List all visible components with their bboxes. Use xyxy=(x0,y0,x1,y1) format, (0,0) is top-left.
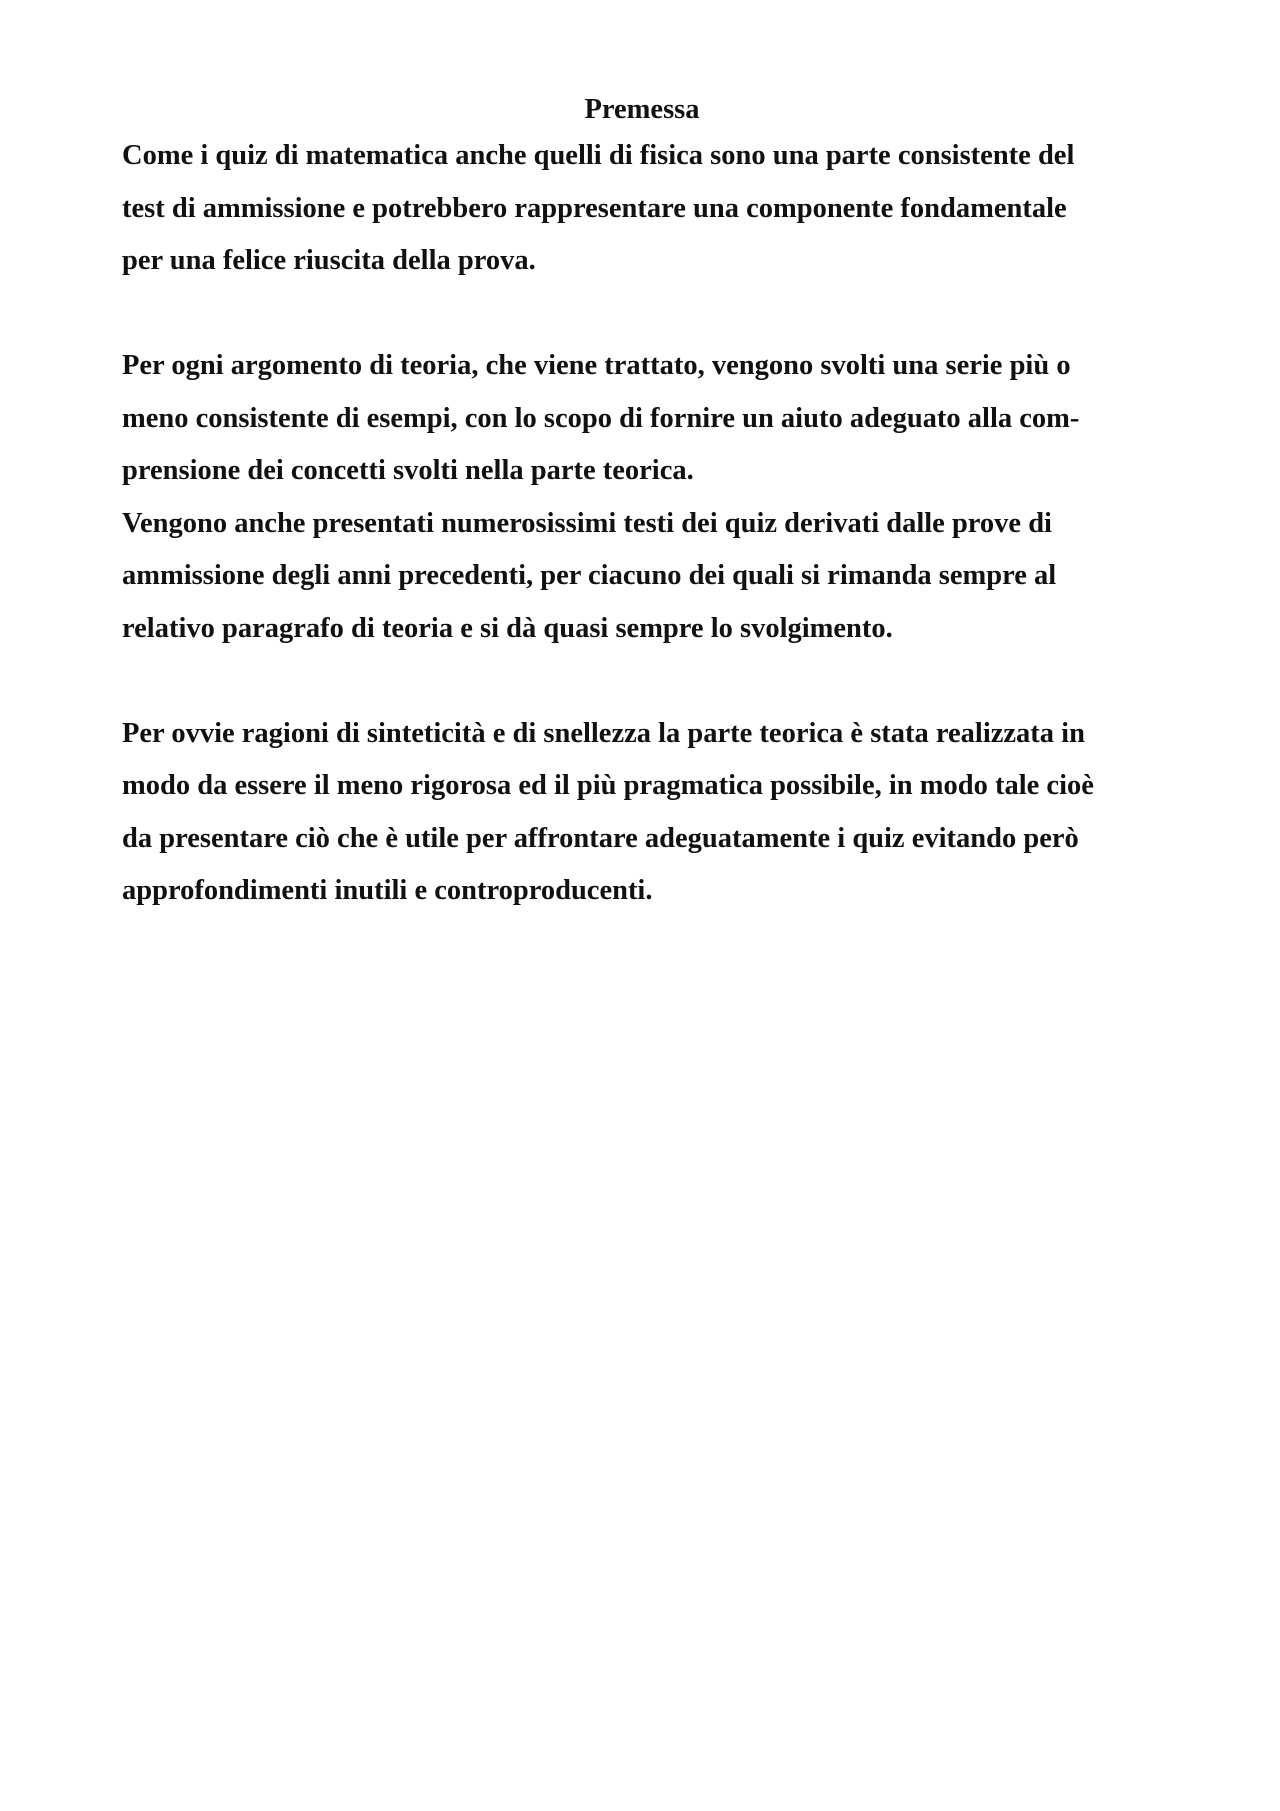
paragraph-line: Come i quiz di matematica anche quelli di fisica sono una parte consistente del xyxy=(122,140,1075,171)
paragraph-line: Vengono anche presentati numerosissimi testi dei quiz derivati dalle prove di xyxy=(122,507,1052,539)
paragraph-line: modo da essere il meno rigorosa ed il più pragmatica possibile, in modo tale cioè xyxy=(122,770,1094,801)
paragraph-intro xyxy=(122,130,1162,288)
paragraph-line: test di ammissione e potrebbero rappresentare una componente fondamentale xyxy=(122,192,1067,224)
paragraph-line: per una felice riuscita della prova. xyxy=(122,245,536,276)
document-body xyxy=(122,90,1162,918)
paragraph-quiz-texts xyxy=(122,498,1162,656)
paragraph-line: Per ogni argomento di teoria, che viene trattato, vengono svolti una serie più o xyxy=(122,350,1071,381)
paragraph-line: Per ovvie ragioni di sinteticità e di snellezza la parte teorica è stata realizzata in xyxy=(122,717,1085,749)
paragraph-line: prensione dei concetti svolti nella parte teorica. xyxy=(122,455,694,486)
document-title: Premessa xyxy=(584,94,700,125)
paragraph-line: da presentare ciò che è utile per affrontare adeguatamente i quiz evitando però xyxy=(122,822,1079,854)
paragraph-line: approfondimenti inutili e controproducenti. xyxy=(122,875,653,906)
paragraph-spacer xyxy=(122,288,1162,341)
paragraph-theory-approach xyxy=(122,708,1162,918)
paragraph-line: meno consistente di esempi, con lo scopo di fornire un aiuto adeguato alla com- xyxy=(122,402,1080,434)
paragraph-spacer xyxy=(122,655,1162,708)
paragraph-examples xyxy=(122,340,1162,498)
paragraph-line: ammissione degli anni precedenti, per ciacuno dei quali si rimanda sempre al xyxy=(122,560,1057,591)
paragraph-line: relativo paragrafo di teoria e si dà quasi sempre lo svolgimento. xyxy=(122,612,893,644)
